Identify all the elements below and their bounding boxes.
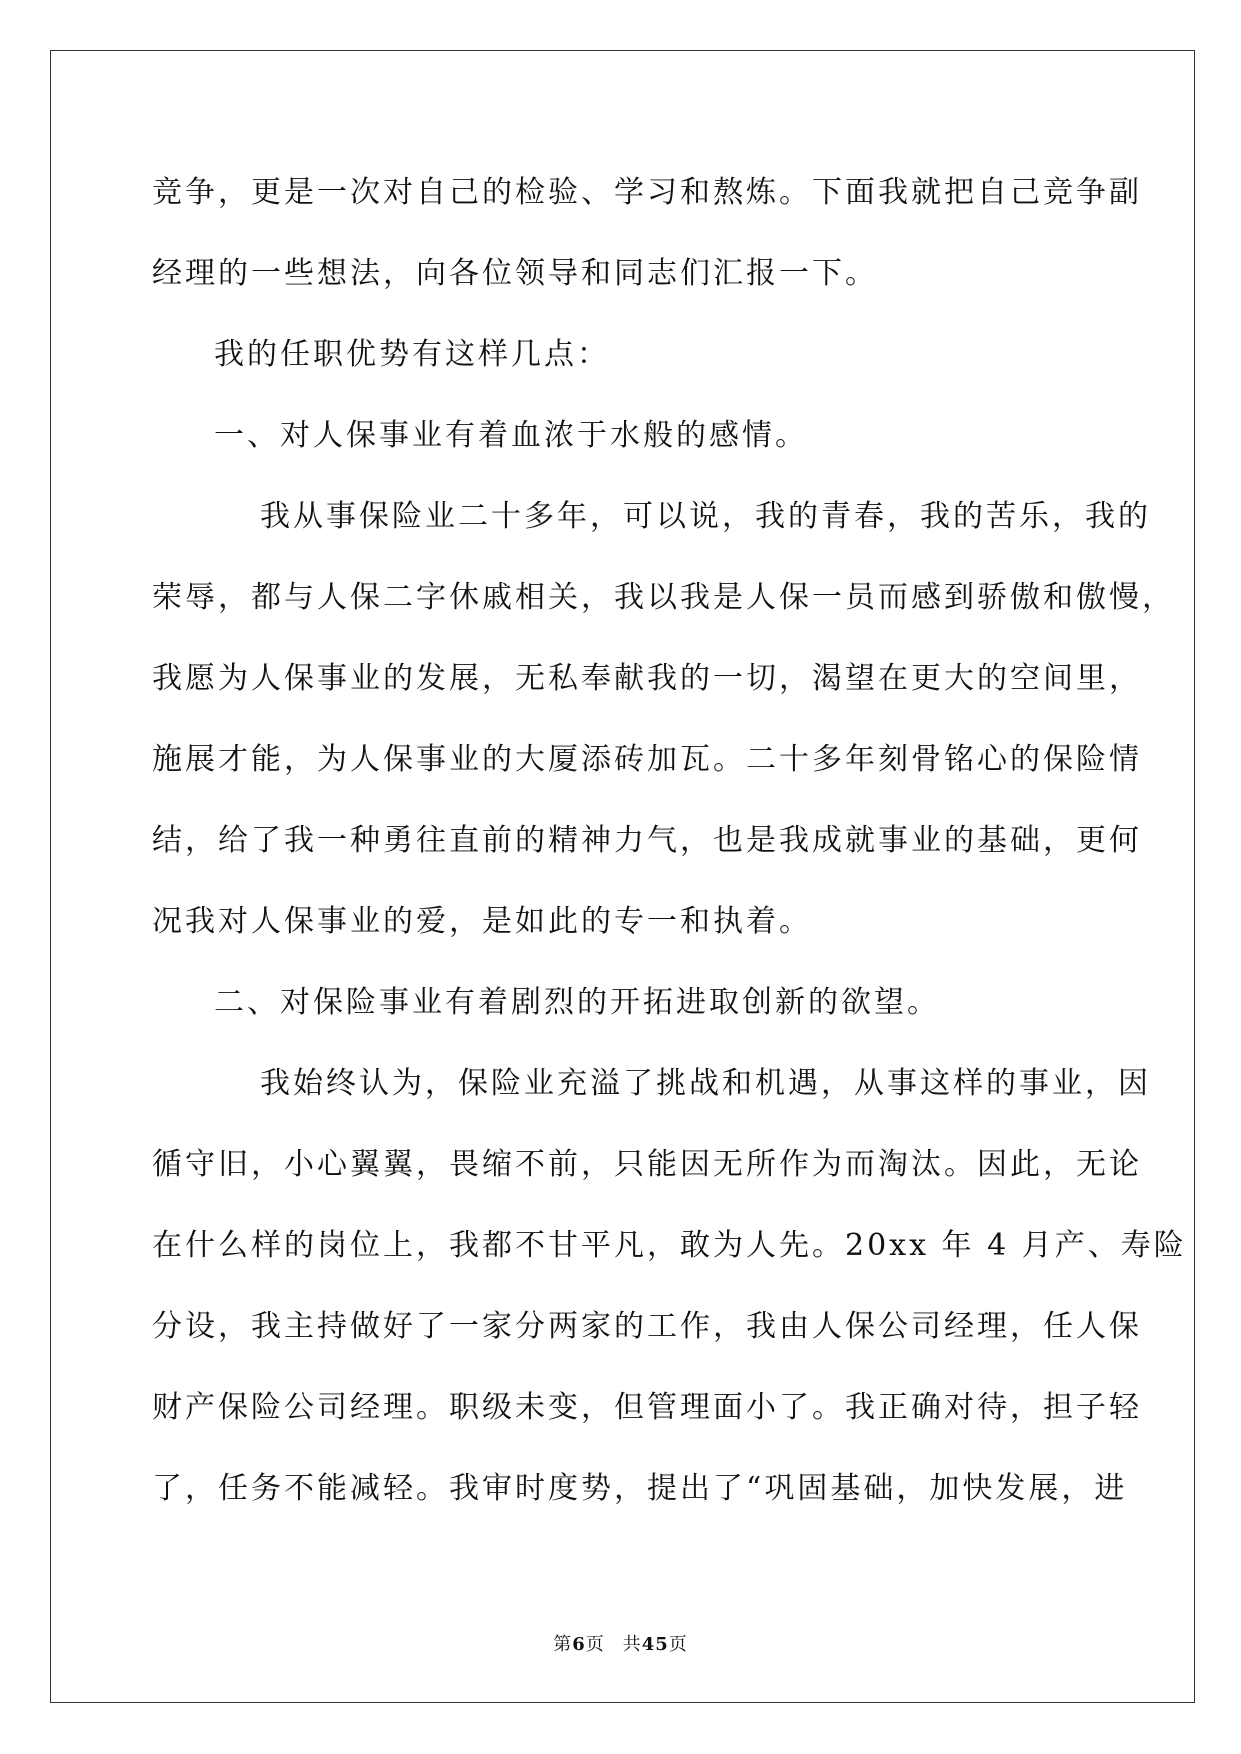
current-page-number: 6 bbox=[572, 1634, 586, 1655]
footer-total-prefix: 共 bbox=[622, 1634, 642, 1655]
text-line: 经理的一些想法，向各位领导和同志们汇报一下。 bbox=[152, 256, 878, 291]
text-line: 财产保险公司经理。职级未变，但管理面小了。我正确对待，担子轻 bbox=[152, 1390, 1142, 1425]
footer-page-suffix: 页 bbox=[585, 1634, 605, 1655]
text-line: 况我对人保事业的爱，是如此的专一和执着。 bbox=[152, 904, 812, 939]
text-line: 荣辱，都与人保二字休戚相关，我以我是人保一员而感到骄傲和傲慢， bbox=[152, 580, 1175, 615]
text-line: 我愿为人保事业的发展，无私奉献我的一切，渴望在更大的空间里， bbox=[152, 661, 1142, 696]
text-line: 分设，我主持做好了一家分两家的工作，我由人保公司经理，任人保 bbox=[152, 1309, 1142, 1344]
text-line: 一、对人保事业有着血浓于水般的感情。 bbox=[214, 418, 808, 453]
page-footer bbox=[0, 1630, 1241, 1656]
text-line: 二、对保险事业有着剧烈的开拓进取创新的欲望。 bbox=[214, 985, 940, 1020]
text-line: 我始终认为，保险业充溢了挑战和机遇，从事这样的事业，因 bbox=[260, 1066, 1151, 1101]
text-line: 竞争，更是一次对自己的检验、学习和熬炼。下面我就把自己竞争副 bbox=[152, 175, 1142, 210]
footer-total-suffix: 页 bbox=[668, 1634, 688, 1655]
footer-prefix: 第 bbox=[553, 1634, 573, 1655]
text-line: 施展才能，为人保事业的大厦添砖加瓦。二十多年刻骨铭心的保险情 bbox=[152, 742, 1142, 777]
text-line: 在什么样的岗位上，我都不甘平凡，敢为人先。20xx 年 4 月产、寿险 bbox=[152, 1228, 1187, 1263]
total-page-count: 45 bbox=[641, 1634, 669, 1655]
text-line: 了，任务不能减轻。我审时度势，提出了“巩固基础，加快发展，进 bbox=[152, 1471, 1128, 1506]
text-line: 结，给了我一种勇往直前的精神力气，也是我成就事业的基础，更何 bbox=[152, 823, 1142, 858]
text-line: 我从事保险业二十多年，可以说，我的青春，我的苦乐，我的 bbox=[260, 499, 1151, 534]
text-line: 循守旧，小心翼翼，畏缩不前，只能因无所作为而淘汰。因此，无论 bbox=[152, 1147, 1142, 1182]
text-line: 我的任职优势有这样几点： bbox=[214, 337, 610, 372]
document-body bbox=[152, 161, 1187, 1538]
